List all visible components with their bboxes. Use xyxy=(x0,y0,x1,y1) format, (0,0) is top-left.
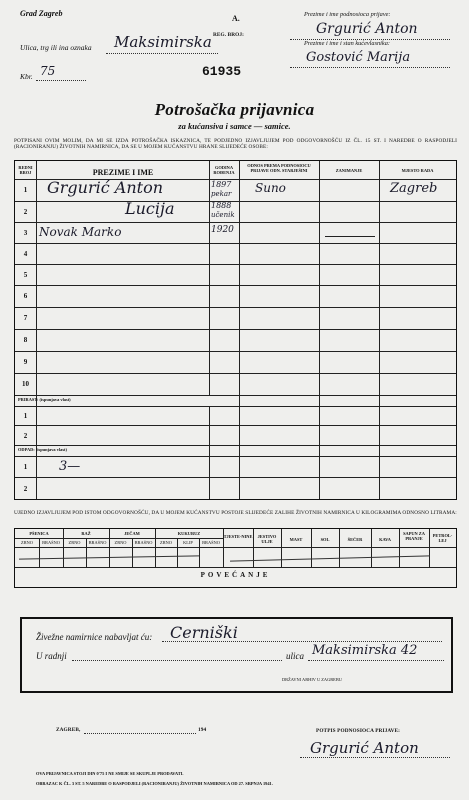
row-name: Grgurić Anton xyxy=(47,178,164,197)
supply-sub: BRAŠNO xyxy=(42,540,60,545)
reg-number: 61935 xyxy=(202,64,242,79)
row-work: Zagreb xyxy=(390,181,438,196)
place-label: ZAGREB, xyxy=(56,727,81,733)
supplies-declaration: UJEDNO IZJAVLJUJEM POD ISTOM ODGOVORNOŠĆU, DA U MOJEM KUĆANSTVU POSTOJE SLIJEDEĆE ZALIHE ŽIVOTNIH NAMIRNICA U KILOGRAMIMA ODNOSNO LITRAMA: xyxy=(14,510,457,516)
declaration-text: POTPISANI OVIM MOLIM, DA MI SE IZDA POTROŠAČKA ISKAZNICA, TE PODJEDNO IZJAVLJUJEM POD ODGOVORNOŠĆU IZ ČL. 15 ST. I NAREDBE O RASPODJELI (RACIONIRANJU) ŽIVOTNIH NAMIRNICA, DA SE U MOJEM KUĆANSTVU HRANE SLIJEDEĆE OSOBE: xyxy=(14,138,457,150)
house-number-value: 75 xyxy=(40,64,56,78)
house-number-label: Kbr. xyxy=(20,72,33,81)
col-header-no: REDNI BROJ xyxy=(18,165,33,175)
supply-col: ŠEĆER xyxy=(347,537,363,542)
row-no: 6 xyxy=(23,292,28,300)
row-year: 1888 xyxy=(211,201,232,210)
row-no: 8 xyxy=(23,336,28,344)
supply-sub: BRAŠNO xyxy=(88,540,107,545)
row-no: 9 xyxy=(23,358,28,366)
archive-stamp: DRŽAVNI ARHIV U ZAGREBU xyxy=(282,677,342,682)
applicant-label: Prezime i ime podnosioca prijave: xyxy=(304,11,391,18)
supply-sub: ZRNO xyxy=(68,540,81,545)
reg-label: REG. BROJ: xyxy=(213,32,245,38)
row-year-note: učenik xyxy=(211,211,235,219)
street-value: Maksimirska xyxy=(114,33,212,51)
signature: Grgurić Anton xyxy=(310,739,419,757)
street-line xyxy=(106,53,218,54)
supply-sub: BRAŠNO xyxy=(202,540,220,545)
applicant-value: Grgurić Anton xyxy=(316,21,418,37)
row-year-note: pekar xyxy=(211,190,232,198)
form-title: Potrošačka prijavnica xyxy=(154,100,315,119)
house-number-line xyxy=(36,80,86,81)
col-header-relation: ODNOS PREMA PODNOSIOCU PRIJAVE ODN. STARJEŠINI xyxy=(247,163,311,173)
supply-group: PŠENICA xyxy=(29,531,49,536)
supply-sub: ZRNO xyxy=(21,540,33,545)
supply-sub: ZRNO xyxy=(114,540,127,545)
row-no: 10 xyxy=(22,380,29,388)
row-no: 1 xyxy=(23,186,28,194)
shop-street-value: Maksimirska 42 xyxy=(312,643,418,658)
supply-col: SOL xyxy=(320,537,330,542)
decrease-section-label: ODPAD: (ispunjava vlast) xyxy=(18,447,67,452)
row-no: 4 xyxy=(23,250,28,258)
decrease-row-no: 2 xyxy=(23,485,28,493)
shop-line xyxy=(72,660,282,661)
supply-col: SAPUN ZA PRANJE xyxy=(403,531,425,541)
supply-group: JEČAM xyxy=(124,531,140,536)
increase-section-label: PRIRAST: (ispunjava vlast) xyxy=(18,397,71,402)
legal-note: OBRAZAC K ČL. 3 ST. 5 NAREDBE O RASPODJELI (RACIONIRANJU) ŽIVOTNIH NAMIRNICA OD 27. SRPNJA 1941. xyxy=(36,781,273,786)
tenant-value: Gostović Marija xyxy=(306,50,411,65)
tenant-line xyxy=(290,67,450,68)
decrease-value: 3— xyxy=(59,459,81,474)
supply-col: JESTIVO ULJE xyxy=(257,534,277,544)
supplies-table xyxy=(14,528,457,588)
increase-row-no: 2 xyxy=(23,432,28,440)
shop-street-line xyxy=(308,660,444,661)
row-no: 5 xyxy=(23,271,28,279)
signature-label: POTPIS PODNOSIOCA PRIJAVE: xyxy=(316,728,401,734)
supplier-label: Živežne namirnice nabavljat ću: xyxy=(36,632,153,642)
decrease-row-no: 1 xyxy=(23,463,28,471)
increase-row-no: 1 xyxy=(23,412,28,420)
price-note: OVA PRIJAVNICA STOJI DIN 0'75 I NE SMIJE SE SKUPLJE PRODAVATI. xyxy=(36,771,184,776)
supply-group: KUKURUZ xyxy=(177,531,201,536)
persons-table xyxy=(14,160,457,500)
col-header-occupation: ZANIMANJE xyxy=(335,168,363,173)
col-header-year: GODINA ROĐENJA xyxy=(213,165,235,175)
signature-line xyxy=(300,757,450,758)
date-line xyxy=(84,733,196,734)
row-relation: Suno xyxy=(255,181,286,195)
row-no: 7 xyxy=(23,314,28,322)
supplier-value: Cerniški xyxy=(170,623,238,642)
col-header-work: MJESTO RADA xyxy=(401,168,434,173)
supply-sub: BRAŠNO xyxy=(134,540,153,545)
supply-sub: KLIP xyxy=(183,540,193,545)
col-header-name: PREZIME I IME xyxy=(92,168,154,177)
shop-label: U radnji xyxy=(36,651,67,661)
supplier-line xyxy=(162,641,442,642)
row-no: 3 xyxy=(23,229,28,237)
supply-col: TJESTE-NINE xyxy=(223,534,253,539)
street-label: Ulica, trg ili ina oznaka xyxy=(20,43,92,52)
city-label: Grad Zagreb xyxy=(20,9,63,18)
supply-col: MAST xyxy=(289,537,303,542)
row-no: 2 xyxy=(23,208,28,216)
row-year: 1920 xyxy=(211,225,234,235)
supply-col: PETROL-LEJ xyxy=(432,533,453,543)
row-year: 1897 xyxy=(211,180,232,189)
tenant-label: Prezime i ime i stan kućevlasnika: xyxy=(304,40,390,47)
supply-col: KAVA xyxy=(379,537,391,542)
increase-label: POVEĆANJE xyxy=(200,571,271,579)
year-prefix: 194 xyxy=(198,727,207,733)
row-name: Lucija xyxy=(125,199,175,218)
supply-group: RAŽ xyxy=(81,531,91,536)
street-label-box: ulica xyxy=(286,651,304,661)
row-name: Novak Marko xyxy=(39,225,122,239)
form-subtitle: za kućansiva i samce — samice. xyxy=(178,121,291,131)
form-letter: A. xyxy=(232,14,240,23)
supplier-box xyxy=(20,617,453,693)
supply-sub: ZRNO xyxy=(160,540,172,545)
